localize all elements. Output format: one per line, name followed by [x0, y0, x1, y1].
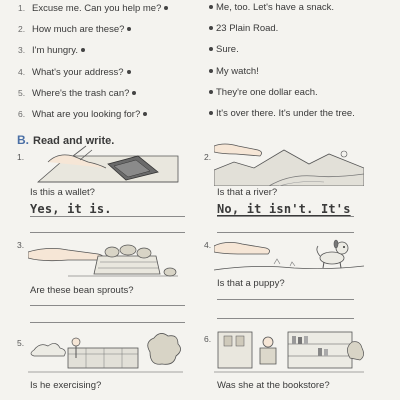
- bean-sprouts-illustration: [28, 236, 178, 282]
- left-item-6: 6. What are you looking for?: [18, 108, 150, 121]
- question-1: Is this a wallet?: [30, 187, 95, 198]
- match-dot[interactable]: [132, 91, 136, 95]
- answer-line: [30, 305, 185, 306]
- exercising-illustration: [28, 328, 183, 378]
- river-illustration: [214, 140, 364, 186]
- left-item-1: 1. Excuse me. Can you help me?: [18, 2, 171, 15]
- answer-line: [217, 318, 354, 319]
- match-dot[interactable]: [143, 112, 147, 116]
- right-item-2: 23 Plain Road.: [206, 23, 278, 35]
- item-number: 3.: [17, 240, 25, 250]
- question-3: Are these bean sprouts?: [30, 285, 134, 296]
- answer-line: [217, 216, 354, 217]
- match-dot[interactable]: [209, 5, 213, 9]
- item-number: 2.: [204, 152, 212, 162]
- answer-2[interactable]: No, it isn't. It's: [217, 202, 351, 216]
- item-number: 6.: [204, 334, 212, 344]
- left-item-5: 5. Where's the trash can?: [18, 87, 139, 100]
- puppy-illustration: [214, 234, 364, 276]
- right-item-5: They're one dollar each.: [206, 87, 318, 99]
- right-item-1: Me, too. Let's have a snack.: [206, 2, 334, 14]
- left-item-2: 2. How much are these?: [18, 23, 134, 36]
- answer-line: [217, 232, 354, 233]
- match-dot[interactable]: [81, 48, 85, 52]
- match-dot[interactable]: [209, 26, 213, 30]
- answer-line: [30, 216, 185, 217]
- item-number: 5.: [17, 338, 25, 348]
- right-item-3: Sure.: [206, 44, 239, 56]
- question-5: Is he exercising?: [30, 380, 102, 391]
- item-number: 4.: [204, 240, 212, 250]
- question-4: Is that a puppy?: [217, 278, 285, 289]
- item-number: 1.: [17, 152, 25, 162]
- match-dot[interactable]: [127, 70, 131, 74]
- question-6: Was she at the bookstore?: [217, 380, 330, 391]
- question-2: Is that a river?: [217, 187, 278, 198]
- wallet-illustration: [28, 142, 183, 188]
- answer-line: [30, 322, 185, 323]
- answer-line: [217, 299, 354, 300]
- right-item-6: It's over there. It's under the tree.: [206, 108, 355, 120]
- match-dot[interactable]: [209, 111, 213, 115]
- match-dot[interactable]: [164, 6, 168, 10]
- left-item-4: 4. What's your address?: [18, 66, 134, 79]
- bookstore-illustration: [214, 328, 364, 376]
- left-item-3: 3. I'm hungry.: [18, 44, 88, 57]
- match-dot[interactable]: [209, 69, 213, 73]
- match-dot[interactable]: [209, 47, 213, 51]
- match-dot[interactable]: [127, 27, 131, 31]
- answer-1[interactable]: Yes, it is.: [30, 202, 112, 216]
- right-item-4: My watch!: [206, 66, 259, 78]
- answer-line: [30, 232, 185, 233]
- section-b-heading: B. Read and write.: [17, 133, 115, 147]
- match-dot[interactable]: [209, 90, 213, 94]
